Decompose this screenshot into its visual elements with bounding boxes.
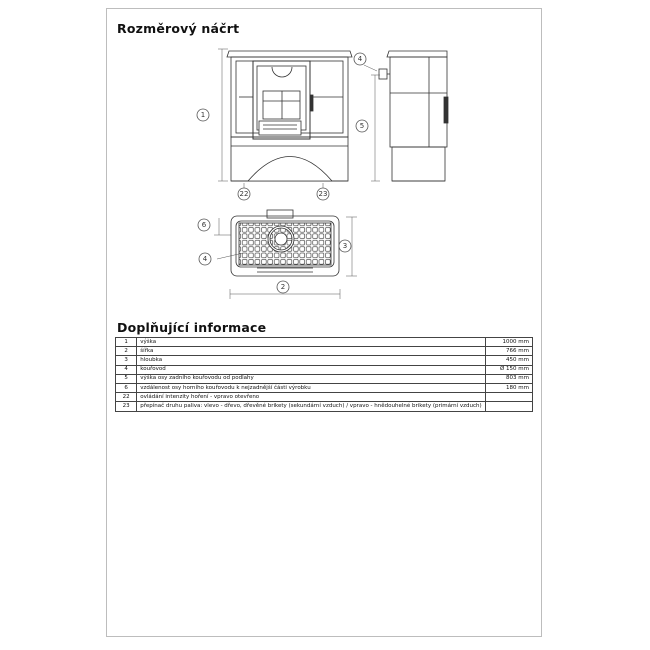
callout-3 <box>339 240 351 252</box>
callout-23 <box>317 188 329 200</box>
table-row: 23 přepínač druhu paliva: vlevo - dřevo, dřevěné brikety (sekundární vzduch) / vpravo - hnědouhelné brikety (primární vzduch) <box>116 402 533 411</box>
section-title-info: Doplňující informace <box>117 320 267 335</box>
svg-text:3: 3 <box>342 242 348 250</box>
side-view <box>379 51 448 181</box>
svg-text:5: 5 <box>359 122 365 130</box>
svg-text:4: 4 <box>202 255 208 263</box>
table-row: 3 hloubka 450 mm <box>116 356 533 365</box>
svg-text:1: 1 <box>200 111 206 119</box>
dimension-drawings <box>107 9 543 309</box>
svg-text:23: 23 <box>318 190 328 198</box>
callout-4-top <box>199 253 211 265</box>
document-page <box>106 8 542 637</box>
callout-4-side <box>354 53 366 65</box>
callout-1 <box>197 109 209 121</box>
svg-text:22: 22 <box>239 190 249 198</box>
section-title-sketch: Rozměrový náčrt <box>117 21 240 36</box>
table-row: 1 výška 1000 mm <box>116 338 533 347</box>
table-row: 22 ovládání intenzity hoření - vpravo otevřeno <box>116 393 533 402</box>
callout-5 <box>356 120 368 132</box>
svg-text:6: 6 <box>201 221 207 229</box>
table-row: 2 šířka 766 mm <box>116 347 533 356</box>
callout-6 <box>198 219 210 231</box>
svg-text:4: 4 <box>357 55 363 63</box>
table-row: 6 vzdálenost osy horního kouřovodu k nejzadnější části výrobku 180 mm <box>116 383 533 392</box>
callout-2 <box>277 281 289 293</box>
table-row: 5 výška osy zadního kouřovodu od podlahy 803 mm <box>116 374 533 383</box>
specs-table <box>115 337 533 412</box>
callout-22 <box>238 188 250 200</box>
svg-text:2: 2 <box>280 283 286 291</box>
top-view <box>231 210 339 276</box>
table-row: 4 kouřovod Ø 150 mm <box>116 365 533 374</box>
front-view <box>227 51 352 181</box>
